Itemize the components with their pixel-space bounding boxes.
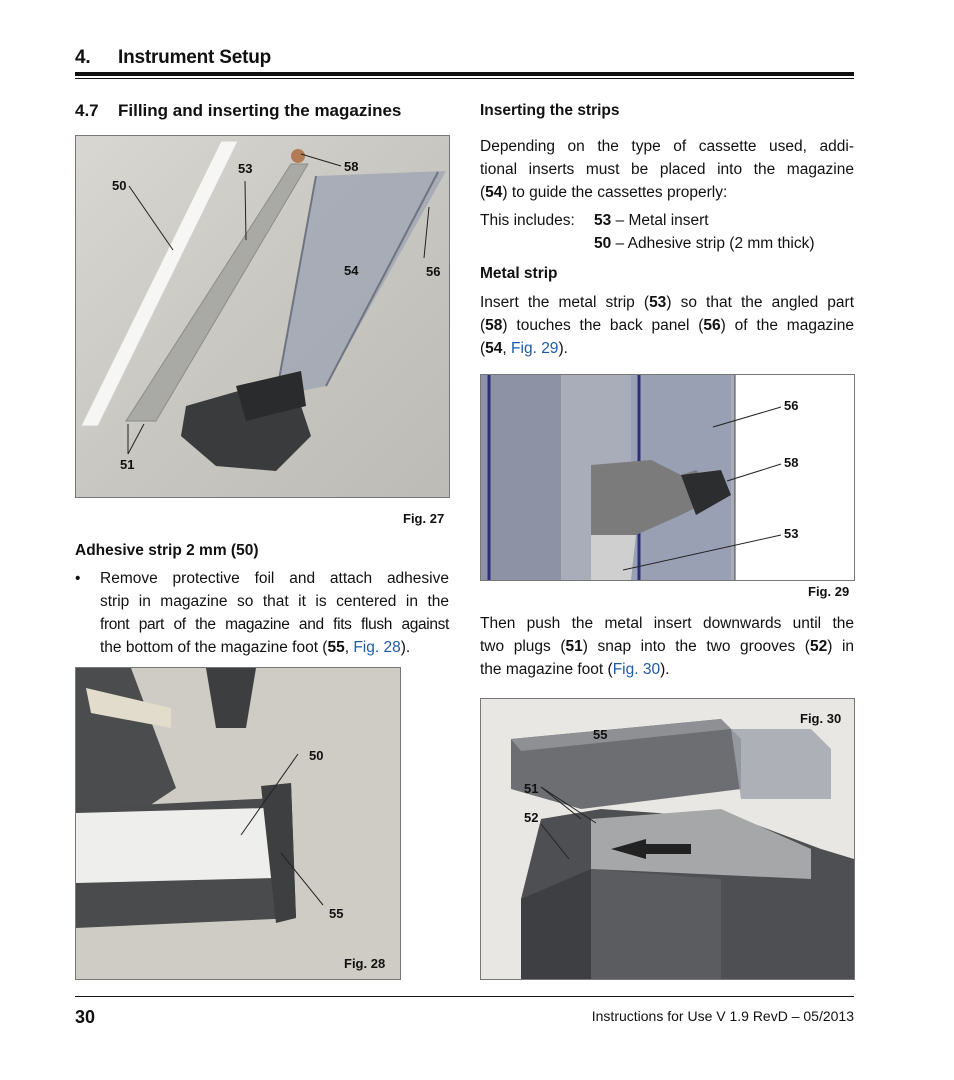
- adhesive-bullet: •: [75, 570, 81, 587]
- push-line-2-text: two plugs (: [480, 638, 566, 655]
- figure-29-label: Fig. 29: [808, 584, 850, 599]
- chapter-title: Instrument Setup: [118, 47, 272, 68]
- includes-item-2: [594, 232, 815, 255]
- strips-paragraph: [480, 135, 854, 204]
- strips-ref-54: 54: [485, 184, 503, 201]
- push-line-3: [480, 658, 854, 681]
- includes-item-1-text: – Metal insert: [611, 212, 709, 229]
- adhesive-separator: ,: [344, 639, 354, 656]
- fig27-callout-58: 58: [344, 159, 359, 174]
- fig27-callout-50: 50: [112, 178, 127, 193]
- push-line-3-end: ).: [660, 661, 670, 678]
- metal-ref-54: 54: [485, 340, 503, 357]
- metal-line-3-end: ).: [558, 340, 568, 357]
- figure-28-label: Fig. 28: [344, 956, 386, 971]
- fig29-link[interactable]: Fig. 29: [511, 340, 559, 357]
- metal-line-2-text: ) touches the back panel (: [502, 317, 704, 334]
- push-line-2-end: ) in: [827, 638, 855, 655]
- chapter-number: 4.: [75, 47, 91, 68]
- fig27-callout-54: 54: [344, 263, 359, 278]
- fig27-callout-51: 51: [120, 457, 135, 472]
- strips-line-3: [480, 181, 854, 204]
- push-line-3-text: the magazine foot (: [480, 661, 613, 678]
- metal-paragraph: [480, 291, 854, 360]
- metal-separator: ,: [502, 340, 512, 357]
- fig28-callout-55: 55: [329, 906, 344, 921]
- figure-27-drawing: [76, 136, 449, 497]
- includes-label: This includes:: [480, 212, 575, 229]
- fig27-callout-53: 53: [238, 161, 253, 176]
- fig30-link[interactable]: Fig. 30: [612, 661, 661, 678]
- header-rule-thin: [75, 78, 854, 79]
- adhesive-heading: Adhesive strip 2 mm (50): [75, 542, 259, 559]
- chapter-heading: [75, 47, 271, 69]
- metal-ref-56: 56: [703, 317, 721, 334]
- figure-27-label: Fig. 27: [403, 511, 445, 526]
- strips-line-3-open: (: [480, 184, 486, 201]
- figure-30-label: Fig. 30: [800, 711, 842, 726]
- figure-29-image: [480, 374, 855, 581]
- push-ref-52: 52: [809, 638, 828, 655]
- fig27-callout-56: 56: [426, 264, 441, 279]
- fig29-callout-58: 58: [784, 455, 799, 470]
- figure-30-drawing: [481, 699, 854, 979]
- fig29-callout-56: 56: [784, 398, 799, 413]
- section-title: Filling and inserting the magazines: [118, 101, 402, 120]
- includes-item-1: [594, 209, 709, 232]
- metal-heading: Metal strip: [480, 265, 558, 282]
- strips-heading: Inserting the strips: [480, 102, 620, 119]
- adhesive-ref-55: 55: [327, 639, 345, 656]
- metal-line-2-open: (: [480, 317, 486, 334]
- metal-line-2: [480, 314, 854, 337]
- metal-line-3: [480, 337, 854, 360]
- includes-ref-50: 50: [594, 235, 612, 252]
- adhesive-line-4: [100, 636, 449, 659]
- metal-line-1-text: Insert the metal strip (: [480, 294, 650, 311]
- fig30-callout-51: 51: [524, 781, 539, 796]
- figure-28-image: [75, 667, 401, 980]
- adhesive-instruction: [100, 567, 449, 659]
- metal-ref-58: 58: [485, 317, 503, 334]
- page-number: 30: [75, 1007, 96, 1027]
- strips-line-1: Depending on the type of cassette used, addi-: [480, 138, 854, 155]
- strips-line-3-text: ) to guide the cassettes properly:: [502, 184, 728, 201]
- metal-line-1: [480, 291, 854, 314]
- fig28-callout-50: 50: [309, 748, 324, 763]
- document-info: Instructions for Use V 1.9 RevD – 05/2013: [591, 1008, 854, 1024]
- section-heading: [75, 101, 401, 121]
- adhesive-line-4-text: the bottom of the magazine foot (: [100, 639, 328, 656]
- fig29-callout-53: 53: [784, 526, 799, 541]
- metal-line-3-open: (: [480, 340, 486, 357]
- push-paragraph: [480, 612, 854, 681]
- push-ref-51: 51: [565, 638, 583, 655]
- adhesive-line-3: front part of the magazine and fits flush against: [100, 616, 449, 633]
- push-line-1: Then push the metal insert downwards until the: [480, 615, 854, 632]
- metal-ref-53: 53: [649, 294, 667, 311]
- adhesive-line-1: Remove protective foil and attach adhesive: [100, 570, 449, 587]
- includes-item-2-text: – Adhesive strip (2 mm thick): [611, 235, 815, 252]
- fig30-callout-52: 52: [524, 810, 539, 825]
- strips-line-2: tional inserts must be placed into the magazine: [480, 161, 854, 178]
- includes-ref-53: 53: [594, 212, 612, 229]
- header-rule: [75, 72, 854, 76]
- adhesive-line-2: strip in magazine so that it is centered in the: [100, 593, 449, 610]
- metal-line-2-end: ) of the magazine: [720, 317, 854, 334]
- footer-rule: [75, 996, 854, 997]
- fig30-callout-55: 55: [593, 727, 608, 742]
- push-line-2-mid: ) snap into the two grooves (: [582, 638, 810, 655]
- section-number: 4.7: [75, 101, 99, 120]
- figure-28-drawing: [76, 668, 400, 979]
- metal-line-1-end: ) so that the angled part: [666, 294, 854, 311]
- push-line-2: [480, 635, 854, 658]
- figure-27-image: [75, 135, 450, 498]
- figure-30-image: [480, 698, 855, 980]
- fig28-link[interactable]: Fig. 28: [353, 639, 401, 656]
- adhesive-line-4-end: ).: [400, 639, 411, 656]
